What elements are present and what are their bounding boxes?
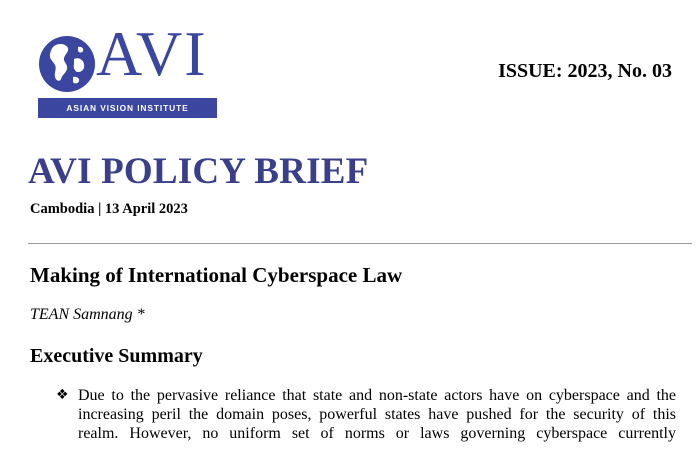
globe-icon [38,35,96,93]
summary-bullet-item [56,386,676,459]
bullet-line: increasing peril the domain poses, powerful states have pushed for the security of this [78,406,676,423]
logo-wordmark: AVI [96,18,208,89]
document-title: Making of International Cyberspace Law [30,263,403,287]
logo-tagline: ASIAN VISION INSTITUTE [66,103,189,113]
bullet-line: Due to the pervasive reliance that state and non-state actors have on cyberspace and the [78,387,676,404]
bullet-line: realm. However, no uniform set of norms or laws governing cyberspace currently [78,425,676,442]
header-divider [28,243,692,244]
section-heading: Executive Summary [30,345,203,367]
diamond-bullet-icon: ❖ [56,387,69,403]
dateline: Cambodia | 13 April 2023 [30,201,188,217]
logo-tagline-bar [38,98,217,118]
avi-logo [38,18,223,118]
issue-number: ISSUE: 2023, No. 03 [498,60,672,82]
author-line: TEAN Samnang * [30,306,145,323]
brief-title: AVI POLICY BRIEF [28,151,369,192]
bullet-paragraph [78,386,676,443]
